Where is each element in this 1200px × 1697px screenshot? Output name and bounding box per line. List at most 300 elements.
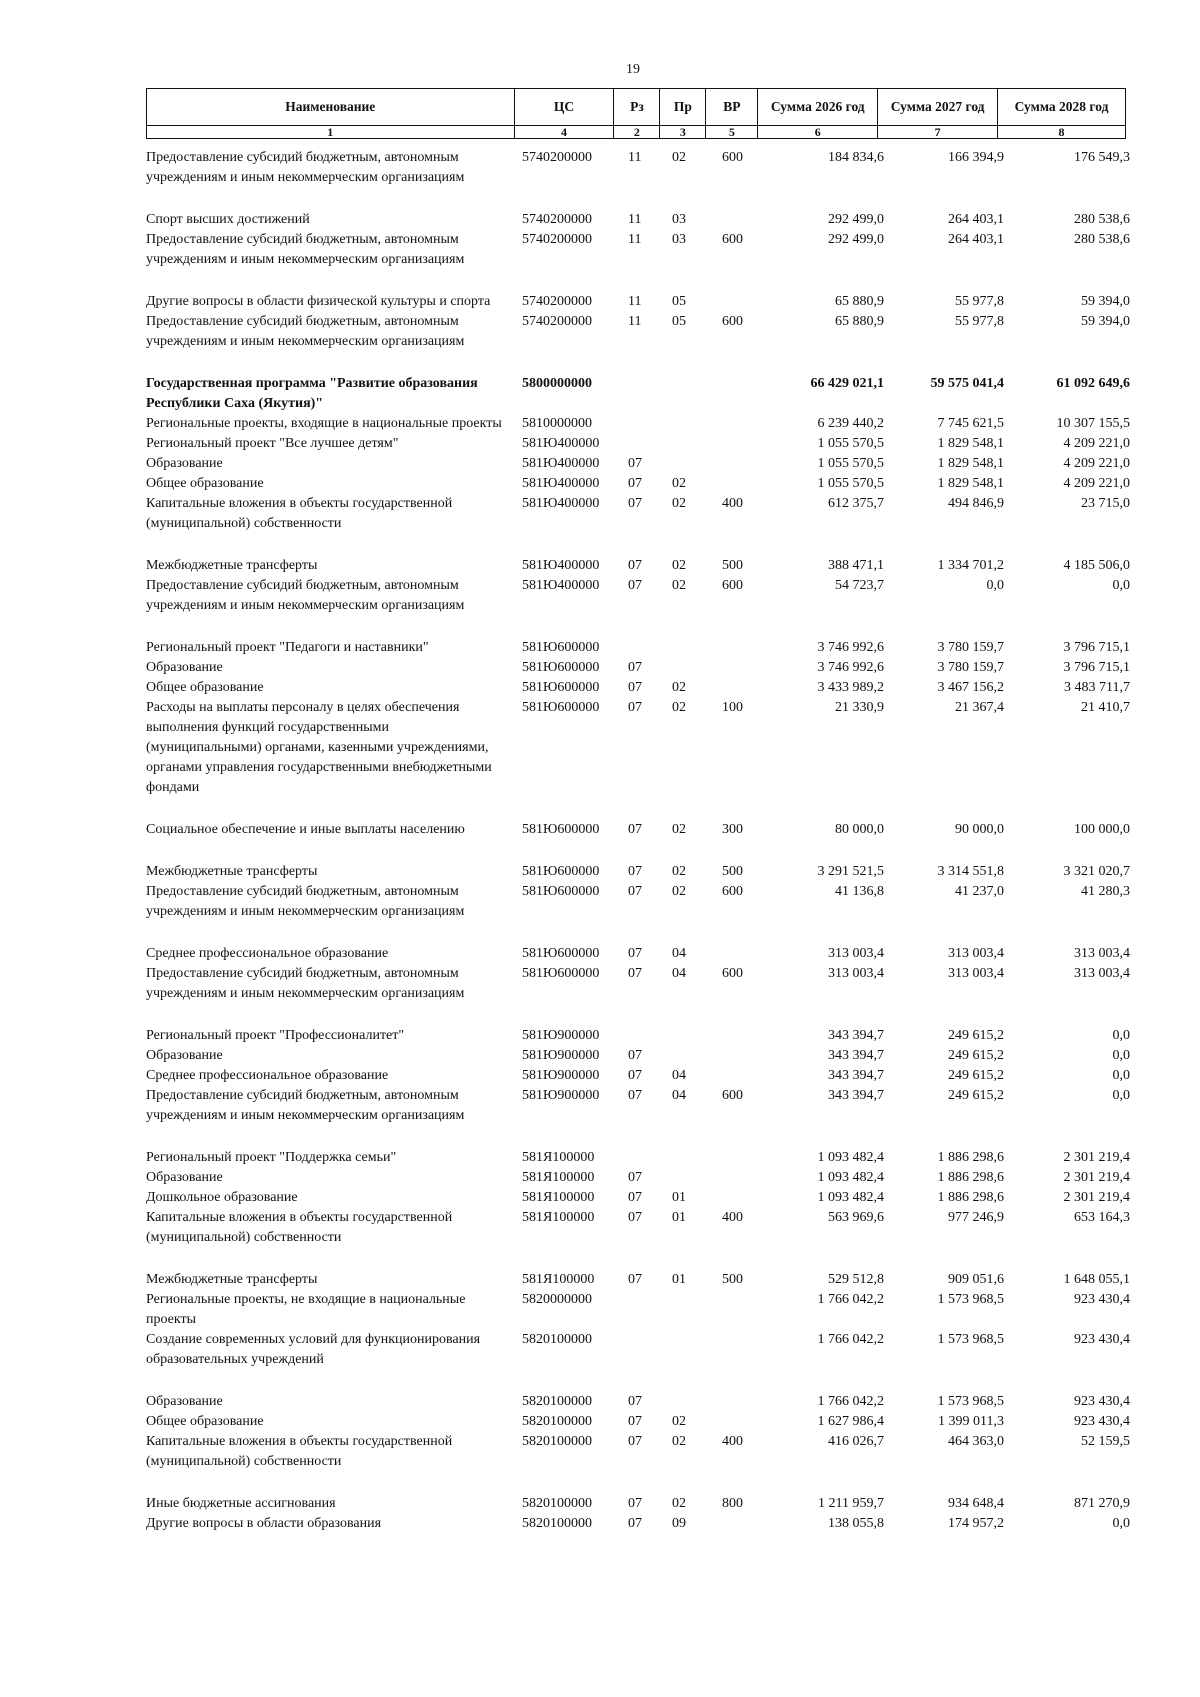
row-vr: 600: [722, 232, 743, 247]
row-cs: 5820100000: [522, 1516, 592, 1531]
row-rz: 07: [628, 680, 642, 695]
row-rz: 07: [628, 1272, 642, 1287]
row-vr: [710, 210, 770, 230]
col-header-vr: ВР: [706, 89, 758, 126]
row-sum-2027: 464 363,0: [948, 1434, 1004, 1449]
col-header-sum-2028: Сумма 2028 год: [998, 89, 1126, 126]
row-rz: 07: [628, 946, 642, 961]
row-sum-2027: 249 615,2: [948, 1088, 1004, 1103]
row-sum-2027: 59 575 041,4: [930, 376, 1004, 391]
row-sum-2027: 1 573 968,5: [937, 1332, 1004, 1347]
table-row: [146, 698, 1132, 798]
table-row: [146, 1026, 1132, 1046]
row-sum-2028: 41 280,3: [1081, 884, 1130, 899]
row-sum-2026: 54 723,7: [835, 578, 884, 593]
row-sum-2026: 1 093 482,4: [817, 1170, 884, 1185]
row-sum-2028: 4 209 221,0: [1063, 456, 1130, 471]
row-name: Региональные проекты, не входящие в национальные проекты: [146, 1292, 466, 1327]
row-sum-2028: 2 301 219,4: [1063, 1170, 1130, 1185]
table-row: [146, 1412, 1132, 1432]
row-pr: 09: [672, 1516, 686, 1531]
row-rz: [618, 638, 664, 658]
row-sum-2026: 1 627 986,4: [817, 1414, 884, 1429]
row-sum-2028: 3 796 715,1: [1063, 660, 1130, 675]
row-pr: 02: [672, 476, 686, 491]
row-sum-2026: 313 003,4: [828, 966, 884, 981]
row-spacer: [146, 1370, 1132, 1392]
row-pr: 02: [672, 496, 686, 511]
row-name: Государственная программа "Развитие образования Республики Саха (Якутия)": [146, 376, 478, 411]
row-name: Общее образование: [146, 476, 264, 491]
row-rz: 11: [628, 314, 642, 329]
header-titles-row: [147, 89, 1126, 126]
row-pr: 03: [672, 232, 686, 247]
row-sum-2028: 52 159,5: [1081, 1434, 1130, 1449]
spacer-cell: [146, 616, 1132, 638]
row-sum-2027: 21 367,4: [955, 700, 1004, 715]
row-pr: 02: [672, 578, 686, 593]
row-cs: 581Ю400000: [522, 496, 600, 511]
row-spacer: [146, 1472, 1132, 1494]
col-number: 5: [706, 126, 758, 139]
row-cs: 581Ю600000: [522, 966, 600, 981]
row-name: Региональные проекты, входящие в национальные проекты: [146, 416, 502, 431]
row-sum-2026: 3 433 989,2: [817, 680, 884, 695]
row-rz: 07: [628, 476, 642, 491]
row-cs: 5820000000: [522, 1292, 592, 1307]
row-vr: [710, 1290, 770, 1330]
row-sum-2027: 1 886 298,6: [937, 1150, 1004, 1165]
row-sum-2027: 7 745 621,5: [937, 416, 1004, 431]
table-row: [146, 434, 1132, 454]
row-pr: [664, 374, 710, 414]
table-row: [146, 1514, 1132, 1534]
row-name: Предоставление субсидий бюджетным, автономным учреждениям и иным некоммерческим организациям: [146, 1088, 465, 1123]
spacer-cell: [146, 1370, 1132, 1392]
col-header-name: Наименование: [147, 89, 515, 126]
row-name: Среднее профессиональное образование: [146, 946, 389, 961]
table-row: [146, 1290, 1132, 1330]
row-vr: 500: [722, 864, 743, 879]
row-name: Среднее профессиональное образование: [146, 1068, 389, 1083]
row-pr: [664, 1330, 710, 1370]
row-vr: [710, 1168, 770, 1188]
row-sum-2028: 0,0: [1112, 1088, 1130, 1103]
row-cs: 581Я100000: [522, 1210, 595, 1225]
row-sum-2026: 1 055 570,5: [817, 476, 884, 491]
row-cs: 581Ю900000: [522, 1068, 600, 1083]
row-sum-2026: 388 471,1: [828, 558, 884, 573]
row-name: Предоставление субсидий бюджетным, автономным учреждениям и иным некоммерческим организациям: [146, 232, 465, 267]
row-sum-2028: 280 538,6: [1074, 212, 1130, 227]
row-sum-2027: 909 051,6: [948, 1272, 1004, 1287]
row-vr: [710, 474, 770, 494]
spacer-cell: [146, 188, 1132, 210]
row-sum-2026: 1 093 482,4: [817, 1190, 884, 1205]
row-rz: 07: [628, 1210, 642, 1225]
row-rz: [618, 1148, 664, 1168]
row-cs: 581Я100000: [522, 1170, 595, 1185]
table-row: [146, 862, 1132, 882]
row-sum-2026: 529 512,8: [828, 1272, 884, 1287]
row-sum-2027: 313 003,4: [948, 946, 1004, 961]
row-sum-2026: 41 136,8: [835, 884, 884, 899]
row-pr: 05: [672, 314, 686, 329]
table-row: [146, 638, 1132, 658]
row-cs: 5820100000: [522, 1496, 592, 1511]
row-pr: [664, 658, 710, 678]
row-sum-2028: 0,0: [1112, 1028, 1130, 1043]
row-rz: 07: [628, 558, 642, 573]
row-sum-2026: 1 055 570,5: [817, 436, 884, 451]
row-sum-2028: 23 715,0: [1081, 496, 1130, 511]
row-sum-2028: 313 003,4: [1074, 946, 1130, 961]
row-name: Предоставление субсидий бюджетным, автономным учреждениям и иным некоммерческим организациям: [146, 150, 465, 185]
row-name: Социальное обеспечение и иные выплаты населению: [146, 822, 465, 837]
table-row: [146, 882, 1132, 922]
row-pr: [664, 1046, 710, 1066]
row-name: Региональный проект "Поддержка семьи": [146, 1150, 397, 1165]
row-cs: 581Ю900000: [522, 1028, 600, 1043]
row-sum-2027: 934 648,4: [948, 1496, 1004, 1511]
row-cs: 5820100000: [522, 1434, 592, 1449]
row-pr: [664, 1026, 710, 1046]
row-cs: 581Ю600000: [522, 884, 600, 899]
row-spacer: [146, 616, 1132, 638]
row-name: Спорт высших достижений: [146, 212, 310, 227]
row-sum-2027: 977 246,9: [948, 1210, 1004, 1225]
row-sum-2028: 923 430,4: [1074, 1292, 1130, 1307]
row-rz: [618, 374, 664, 414]
row-name: Расходы на выплаты персоналу в целях обеспечения выполнения функций государственными (муниципальными) органами, казенными учреждениями, органами управления государственными внебюджетными фондами: [146, 700, 492, 795]
row-pr: 01: [672, 1272, 686, 1287]
row-sum-2028: 59 394,0: [1081, 314, 1130, 329]
table-row: [146, 454, 1132, 474]
row-cs: 581Я100000: [522, 1272, 595, 1287]
row-pr: 02: [672, 1414, 686, 1429]
row-sum-2027: 1 573 968,5: [937, 1292, 1004, 1307]
row-cs: 5740200000: [522, 232, 592, 247]
row-sum-2026: 1 093 482,4: [817, 1150, 884, 1165]
budget-table: [146, 148, 1132, 1534]
row-cs: 581Ю400000: [522, 558, 600, 573]
row-name: Образование: [146, 1048, 223, 1063]
row-sum-2027: 494 846,9: [948, 496, 1004, 511]
row-rz: [618, 414, 664, 434]
row-pr: 02: [672, 1434, 686, 1449]
row-vr: 800: [722, 1496, 743, 1511]
row-name: Предоставление субсидий бюджетным, автономным учреждениям и иным некоммерческим организациям: [146, 314, 465, 349]
row-vr: [710, 1412, 770, 1432]
table-row: [146, 1046, 1132, 1066]
table-row: [146, 964, 1132, 1004]
row-spacer: [146, 188, 1132, 210]
col-number: 8: [998, 126, 1126, 139]
col-number: 6: [758, 126, 878, 139]
spacer-cell: [146, 840, 1132, 862]
row-name: Предоставление субсидий бюджетным, автономным учреждениям и иным некоммерческим организациям: [146, 966, 465, 1001]
row-vr: [710, 1392, 770, 1412]
row-sum-2026: 65 880,9: [835, 314, 884, 329]
row-sum-2027: 55 977,8: [955, 314, 1004, 329]
row-rz: [618, 1330, 664, 1370]
row-cs: 5820100000: [522, 1414, 592, 1429]
col-number: 4: [514, 126, 614, 139]
row-sum-2028: 653 164,3: [1074, 1210, 1130, 1225]
row-pr: 02: [672, 1496, 686, 1511]
row-vr: [710, 454, 770, 474]
row-name: Предоставление субсидий бюджетным, автономным учреждениям и иным некоммерческим организациям: [146, 884, 465, 919]
row-sum-2026: 1 055 570,5: [817, 456, 884, 471]
row-vr: [710, 292, 770, 312]
row-sum-2026: 563 969,6: [828, 1210, 884, 1225]
row-rz: 07: [628, 1190, 642, 1205]
col-header-cs: ЦС: [514, 89, 614, 126]
row-sum-2028: 871 270,9: [1074, 1496, 1130, 1511]
row-pr: [664, 1148, 710, 1168]
row-cs: 5820100000: [522, 1332, 592, 1347]
table-row: [146, 494, 1132, 534]
col-number: 7: [878, 126, 998, 139]
row-vr: [710, 678, 770, 698]
row-pr: 02: [672, 700, 686, 715]
row-sum-2027: 1 399 011,3: [938, 1414, 1004, 1429]
row-sum-2026: 21 330,9: [835, 700, 884, 715]
row-spacer: [146, 1126, 1132, 1148]
row-rz: 07: [628, 1496, 642, 1511]
row-cs: 5740200000: [522, 212, 592, 227]
table-row: [146, 576, 1132, 616]
spacer-cell: [146, 922, 1132, 944]
row-vr: 400: [722, 496, 743, 511]
col-number: 2: [614, 126, 660, 139]
row-rz: 07: [628, 1414, 642, 1429]
table-row: [146, 1392, 1132, 1412]
row-pr: 04: [672, 1088, 686, 1103]
spacer-cell: [146, 534, 1132, 556]
row-cs: 5800000000: [522, 376, 592, 391]
row-sum-2028: 0,0: [1112, 1068, 1130, 1083]
row-vr: 300: [722, 822, 743, 837]
row-rz: 11: [628, 294, 642, 309]
row-rz: 07: [628, 1516, 642, 1531]
row-rz: 07: [628, 1068, 642, 1083]
row-sum-2026: 3 746 992,6: [817, 660, 884, 675]
row-sum-2026: 313 003,4: [828, 946, 884, 961]
row-pr: 05: [672, 294, 686, 309]
row-pr: [664, 454, 710, 474]
row-name: Межбюджетные трансферты: [146, 558, 318, 573]
row-pr: 02: [672, 822, 686, 837]
row-name: Общее образование: [146, 1414, 264, 1429]
row-rz: 07: [628, 1394, 642, 1409]
row-rz: 07: [628, 578, 642, 593]
table-row: [146, 556, 1132, 576]
row-sum-2028: 0,0: [1112, 1516, 1130, 1531]
row-name: Капитальные вложения в объекты государственной (муниципальной) собственности: [146, 1210, 453, 1245]
row-sum-2028: 21 410,7: [1081, 700, 1130, 715]
row-rz: 07: [628, 456, 642, 471]
row-pr: 02: [672, 558, 686, 573]
spacer-cell: [146, 1126, 1132, 1148]
row-sum-2028: 280 538,6: [1074, 232, 1130, 247]
table-row: [146, 678, 1132, 698]
row-sum-2027: 3 780 159,7: [937, 640, 1004, 655]
row-cs: 581Ю600000: [522, 680, 600, 695]
row-rz: 07: [628, 660, 642, 675]
row-cs: 5810000000: [522, 416, 592, 431]
row-cs: 581Я100000: [522, 1150, 595, 1165]
row-sum-2028: 100 000,0: [1074, 822, 1130, 837]
row-sum-2028: 4 209 221,0: [1063, 436, 1130, 451]
row-spacer: [146, 798, 1132, 820]
row-rz: 07: [628, 496, 642, 511]
table-row: [146, 1066, 1132, 1086]
row-spacer: [146, 1004, 1132, 1026]
row-vr: 100: [722, 700, 743, 715]
table-row: [146, 148, 1132, 188]
row-sum-2027: 166 394,9: [948, 150, 1004, 165]
row-sum-2027: 90 000,0: [955, 822, 1004, 837]
row-cs: 581Ю400000: [522, 578, 600, 593]
row-rz: 07: [628, 1088, 642, 1103]
row-sum-2026: 1 766 042,2: [817, 1394, 884, 1409]
row-pr: [664, 434, 710, 454]
row-sum-2026: 292 499,0: [828, 212, 884, 227]
row-sum-2028: 923 430,4: [1074, 1414, 1130, 1429]
row-sum-2027: 3 467 156,2: [937, 680, 1004, 695]
table-row: [146, 210, 1132, 230]
row-spacer: [146, 534, 1132, 556]
row-cs: 581Я100000: [522, 1190, 595, 1205]
row-rz: 07: [628, 700, 642, 715]
row-rz: 07: [628, 1434, 642, 1449]
row-vr: [710, 1046, 770, 1066]
row-vr: [710, 414, 770, 434]
table-row: [146, 1208, 1132, 1248]
row-sum-2028: 1 648 055,1: [1063, 1272, 1130, 1287]
row-name: Капитальные вложения в объекты государственной (муниципальной) собственности: [146, 1434, 453, 1469]
spacer-cell: [146, 798, 1132, 820]
row-vr: 600: [722, 884, 743, 899]
row-name: Образование: [146, 1394, 223, 1409]
row-sum-2026: 184 834,6: [828, 150, 884, 165]
row-sum-2026: 80 000,0: [835, 822, 884, 837]
spacer-cell: [146, 1004, 1132, 1026]
row-sum-2026: 612 375,7: [828, 496, 884, 511]
row-rz: 07: [628, 884, 642, 899]
table-row: [146, 820, 1132, 840]
row-rz: 11: [628, 232, 642, 247]
row-sum-2027: 174 957,2: [948, 1516, 1004, 1531]
row-sum-2028: 3 321 020,7: [1063, 864, 1130, 879]
row-vr: [710, 1514, 770, 1534]
row-cs: 5740200000: [522, 294, 592, 309]
row-sum-2026: 66 429 021,1: [810, 376, 884, 391]
row-sum-2027: 264 403,1: [948, 212, 1004, 227]
row-name: Региональный проект "Все лучшее детям": [146, 436, 399, 451]
row-spacer: [146, 270, 1132, 292]
row-sum-2027: 1 829 548,1: [937, 476, 1004, 491]
table-row: [146, 414, 1132, 434]
col-header-rz: Рз: [614, 89, 660, 126]
col-number: 1: [147, 126, 515, 139]
row-name: Образование: [146, 1170, 223, 1185]
row-sum-2028: 2 301 219,4: [1063, 1190, 1130, 1205]
row-rz: [618, 1290, 664, 1330]
row-sum-2027: 3 314 551,8: [937, 864, 1004, 879]
row-rz: [618, 434, 664, 454]
row-sum-2028: 176 549,3: [1074, 150, 1130, 165]
row-vr: 600: [722, 1088, 743, 1103]
row-sum-2026: 65 880,9: [835, 294, 884, 309]
table-row: [146, 1270, 1132, 1290]
row-sum-2028: 923 430,4: [1074, 1394, 1130, 1409]
row-sum-2027: 1 829 548,1: [937, 456, 1004, 471]
row-pr: 04: [672, 1068, 686, 1083]
row-sum-2027: 55 977,8: [955, 294, 1004, 309]
row-sum-2027: 1 334 701,2: [937, 558, 1004, 573]
row-cs: 581Ю900000: [522, 1048, 600, 1063]
row-pr: 02: [672, 150, 686, 165]
row-rz: 07: [628, 864, 642, 879]
table-row: [146, 1188, 1132, 1208]
row-name: Образование: [146, 660, 223, 675]
row-vr: [710, 638, 770, 658]
row-sum-2026: 292 499,0: [828, 232, 884, 247]
row-rz: 07: [628, 1048, 642, 1063]
row-sum-2027: 1 886 298,6: [937, 1190, 1004, 1205]
table-row: [146, 230, 1132, 270]
row-name: Межбюджетные трансферты: [146, 864, 318, 879]
col-header-sum-2026: Сумма 2026 год: [758, 89, 878, 126]
row-sum-2027: 264 403,1: [948, 232, 1004, 247]
row-cs: 5740200000: [522, 314, 592, 329]
row-sum-2027: 249 615,2: [948, 1028, 1004, 1043]
row-name: Общее образование: [146, 680, 264, 695]
row-rz: 07: [628, 822, 642, 837]
row-vr: [710, 1330, 770, 1370]
row-rz: 11: [628, 212, 642, 227]
spacer-cell: [146, 270, 1132, 292]
row-pr: 03: [672, 212, 686, 227]
col-header-sum-2027: Сумма 2027 год: [878, 89, 998, 126]
row-name: Региональный проект "Профессионалитет": [146, 1028, 405, 1043]
table-row: [146, 374, 1132, 414]
row-vr: [710, 944, 770, 964]
row-sum-2028: 3 796 715,1: [1063, 640, 1130, 655]
row-pr: [664, 638, 710, 658]
row-vr: 600: [722, 314, 743, 329]
spacer-cell: [146, 1248, 1132, 1270]
row-vr: 600: [722, 150, 743, 165]
row-name: Региональный проект "Педагоги и наставники": [146, 640, 429, 655]
row-cs: 581Ю600000: [522, 864, 600, 879]
row-sum-2027: 313 003,4: [948, 966, 1004, 981]
row-cs: 5740200000: [522, 150, 592, 165]
row-sum-2026: 1 766 042,2: [817, 1292, 884, 1307]
col-number: 3: [660, 126, 706, 139]
row-name: Иные бюджетные ассигнования: [146, 1496, 336, 1511]
row-pr: 02: [672, 864, 686, 879]
row-pr: [664, 1290, 710, 1330]
row-cs: 581Ю400000: [522, 476, 600, 491]
row-sum-2028: 4 185 506,0: [1063, 558, 1130, 573]
header-numbers-row: [147, 126, 1126, 139]
row-sum-2027: 1 573 968,5: [937, 1394, 1004, 1409]
table-row: [146, 1086, 1132, 1126]
row-sum-2026: 343 394,7: [828, 1048, 884, 1063]
